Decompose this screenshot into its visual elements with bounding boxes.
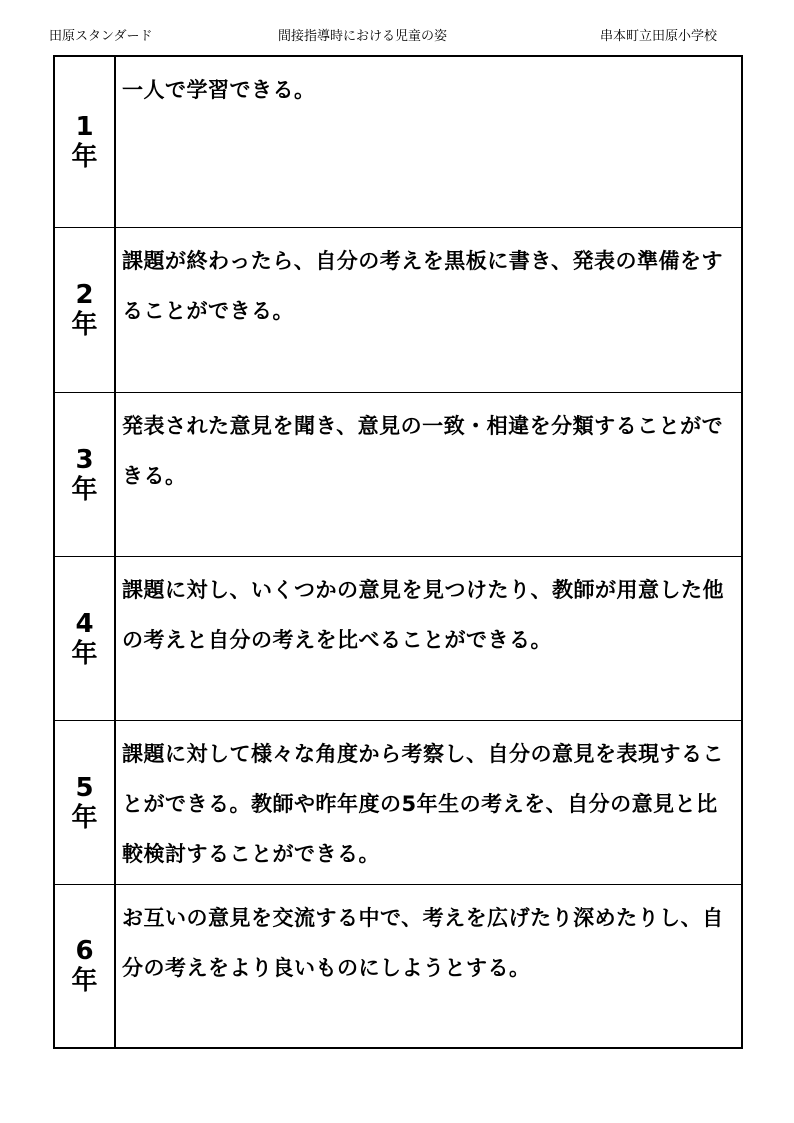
year-cell (55, 393, 116, 556)
year-number: 5 (75, 772, 94, 803)
grade-row-4 (55, 556, 741, 720)
year-unit: 年 (71, 802, 98, 833)
grade-row-2 (55, 227, 741, 392)
description-cell: 一人で学習できる。 (122, 78, 316, 102)
year-number: 2 (75, 280, 94, 310)
description-cell: お互いの意見を交流する中で、考えを広げたり深めたりし、自分の考えをより良いものにしようとする。 (122, 906, 724, 980)
year-cell (55, 885, 116, 1047)
grade-table (53, 55, 743, 1049)
year-unit: 年 (71, 474, 98, 505)
year-number: 6 (75, 936, 94, 966)
year-unit: 年 (71, 310, 98, 340)
year-number: 1 (75, 112, 94, 142)
grade-row-1 (55, 57, 741, 227)
description-cell: 発表された意見を聞き、意見の一致・相違を分類することができる。 (122, 414, 724, 488)
header-school-standard: 田原スタンダード (49, 29, 153, 44)
year-number: 3 (75, 444, 94, 475)
year-cell (55, 57, 116, 227)
description-cell: 課題に対し、いくつかの意見を見つけたり、教師が用意した他の考えと自分の考えを比べることができる。 (122, 578, 724, 652)
description-cell: 課題に対して様々な角度から考察し、自分の意見を表現することができる。教師や昨年度の5年生の考えを、自分の意見と比較検討することができる。 (122, 742, 724, 866)
year-unit: 年 (71, 966, 98, 996)
header-school-name: 串本町立田原小学校 (600, 29, 718, 44)
year-cell (55, 557, 116, 720)
description-cell: 課題が終わったら、自分の考えを黒板に書き、発表の準備をすることができる。 (122, 249, 723, 323)
year-unit: 年 (71, 638, 98, 669)
grade-row-6 (55, 884, 741, 1047)
year-unit: 年 (71, 142, 98, 172)
year-cell (55, 228, 116, 392)
grade-row-5 (55, 720, 741, 884)
grade-row-3 (55, 392, 741, 556)
year-number: 4 (75, 608, 94, 639)
year-cell (55, 721, 116, 884)
header-document-title: 間接指導時における児童の姿 (278, 29, 448, 44)
